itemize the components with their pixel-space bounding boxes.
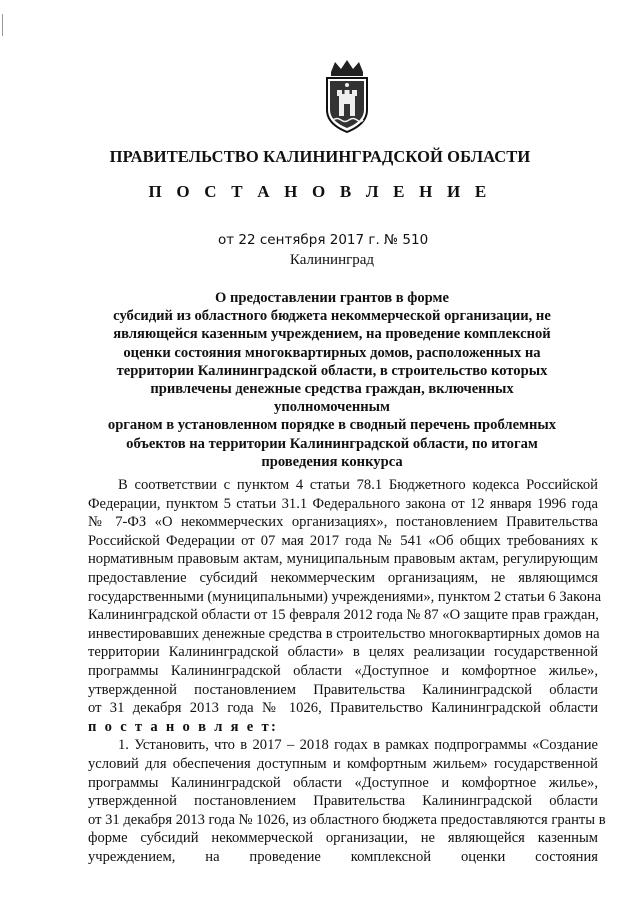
document-body <box>88 476 606 866</box>
city-name: Калининград <box>289 252 375 268</box>
preamble-line: предоставление субсидий некоммерческим организациям, не являющимся <box>88 569 598 586</box>
preamble-line: Федерации, пунктом 5 статьи 31.1 Федерального закона от 12 января 1996 года <box>88 495 598 512</box>
preamble-line: программы Калининградской области «Доступное и комфортное жилье», <box>88 662 598 679</box>
item-line: программы Калининградской области «Доступное и комфортное жилье», <box>88 774 598 791</box>
preamble-line: № 7-ФЗ «О некоммерческих организациях», постановлением Правительства <box>88 514 598 531</box>
preamble-line: Калининградской области от 15 февраля 2012 года № 87 «О защите прав граждан, <box>88 607 599 624</box>
preamble-line: нормативным правовым актам, муниципальным правовым актам, регулирующим <box>88 551 598 568</box>
preamble-line: утвержденной постановлением Правительства Калининградской области <box>88 681 598 698</box>
item-line: 1. Установить, что в 2017 – 2018 годах в рамках подпрограммы «Создание <box>118 737 598 754</box>
item-line: условий для обеспечения доступным и комфортным жильем» государственной <box>88 755 598 772</box>
preamble-line: инвестировавших денежные средства в строительство многоквартирных домов на <box>88 625 600 642</box>
title-line: О предоставлении грантов в форме <box>215 290 449 306</box>
title-line: оценки состояния многоквартирных домов, расположенных на <box>123 344 541 361</box>
preamble-line: территории Калининградской области» в целях реализации государственной <box>88 644 598 661</box>
document-title <box>92 289 572 471</box>
item-line: от 31 декабря 2013 года № 1026, из областного бюджета предоставляются гранты в <box>88 811 606 828</box>
title-line: являющейся казенным учреждением, на проведение комплексной <box>113 326 551 343</box>
document-type: П О С Т А Н О В Л Е Н И Е <box>148 182 492 201</box>
preamble-line: от 31 декабря 2013 года № 1026, Правительство Калининградской области <box>88 700 598 717</box>
government-name: ПРАВИТЕЛЬСТВО КАЛИНИНГРАДСКОЙ ОБЛАСТИ <box>109 147 531 166</box>
item-line: учреждением, на проведение комплексной оценки состояния <box>88 848 598 865</box>
date-number-line: от 22 сентября 2017 г. № 510 <box>218 232 429 248</box>
kaliningrad-coat-of-arms-icon <box>321 58 373 134</box>
preamble-line: государственными (муниципальными) учреждениями», пунктом 2 статьи 6 Закона <box>88 588 602 605</box>
title-line: территории Калининградской области, в строительство которых <box>116 362 548 379</box>
item-line: утвержденной постановлением Правительства Калининградской области <box>88 793 598 810</box>
title-line: привлечены денежные средства граждан, включенных уполномоченным <box>150 381 514 416</box>
title-line: органом в установленном порядке в сводный перечень проблемных <box>107 417 557 434</box>
title-line: объектов на территории Калининградской области, по итогам <box>126 435 538 452</box>
item-line: форме субсидий некоммерческой организации, не являющейся казенным <box>88 830 598 847</box>
title-line: субсидий из областного бюджета некоммерческой организации, не <box>113 308 551 325</box>
margin-mark <box>2 14 3 36</box>
preamble-line: Российской Федерации от 07 мая 2017 года № 541 «Об общих требованиях к <box>88 532 598 549</box>
title-line: проведения конкурса <box>261 453 403 470</box>
preamble-line: В соответствии с пунктом 4 статьи 78.1 Бюджетного кодекса Российской <box>118 477 598 493</box>
decree-word: п о с т а н о в л я е т: <box>88 718 279 735</box>
